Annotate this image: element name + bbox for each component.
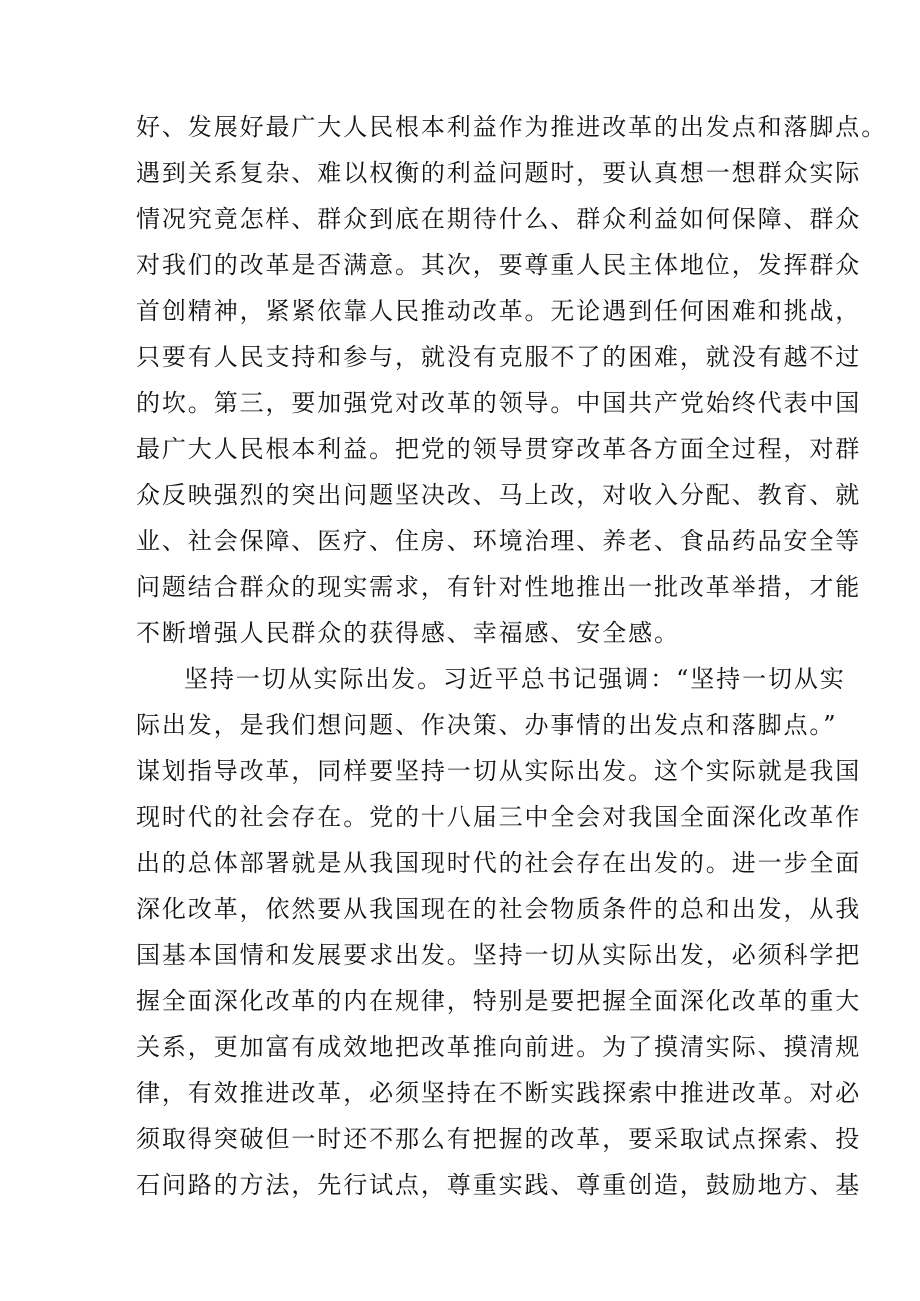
text-line: 出的总体部署就是从我国现时代的社会存在出发的。进一步全面	[136, 849, 862, 877]
text-line: 际出发，是我们想问题、作决策、办事情的出发点和落脚点。”	[136, 711, 838, 739]
text-line: 谋划指导改革，同样要坚持一切从实际出发。这个实际就是我国	[136, 757, 862, 785]
paragraph-first-line: 坚持一切从实际出发。习近平总书记强调：“坚持一切从实	[184, 665, 846, 693]
text-line: 的坎。第三，要加强党对改革的领导。中国共产党始终代表中国	[136, 389, 862, 417]
text-line: 众反映强烈的突出问题坚决改、马上改，对收入分配、教育、就	[136, 481, 862, 509]
text-line: 石问路的方法，先行试点，尊重实践、尊重创造，鼓励地方、基	[136, 1171, 862, 1199]
text-line: 最广大人民根本利益。把党的领导贯穿改革各方面全过程，对群	[136, 435, 862, 463]
text-line: 须取得突破但一时还不那么有把握的改革，要采取试点探索、投	[136, 1125, 862, 1153]
text-line: 首创精神，紧紧依靠人民推动改革。无论遇到任何困难和挑战，	[136, 297, 862, 325]
text-line: 好、发展好最广大人民根本利益作为推进改革的出发点和落脚点。	[136, 113, 888, 141]
text-line: 深化改革，依然要从我国现在的社会物质条件的总和出发，从我	[136, 895, 862, 923]
text-line: 遇到关系复杂、难以权衡的利益问题时，要认真想一想群众实际	[136, 159, 862, 187]
text-line: 只要有人民支持和参与，就没有克服不了的困难，就没有越不过	[136, 343, 862, 371]
text-line: 国基本国情和发展要求出发。坚持一切从实际出发，必须科学把	[136, 941, 862, 969]
text-line: 关系，更加富有成效地把改革推向前进。为了摸清实际、摸清规	[136, 1033, 862, 1061]
body-text	[136, 104, 888, 1208]
text-line: 律，有效推进改革，必须坚持在不断实践探索中推进改革。对必	[136, 1079, 862, 1107]
text-line: 握全面深化改革的内在规律，特别是要把握全面深化改革的重大	[136, 987, 862, 1015]
text-line: 对我们的改革是否满意。其次，要尊重人民主体地位，发挥群众	[136, 251, 862, 279]
text-line: 情况究竟怎样、群众到底在期待什么、群众利益如何保障、群众	[136, 205, 862, 233]
text-line: 现时代的社会存在。党的十八届三中全会对我国全面深化改革作	[136, 803, 862, 831]
text-line: 业、社会保障、医疗、住房、环境治理、养老、食品药品安全等	[136, 527, 862, 555]
text-line: 不断增强人民群众的获得感、幸福感、安全感。	[136, 619, 680, 647]
text-line: 问题结合群众的现实需求，有针对性地推出一批改革举措，才能	[136, 573, 862, 601]
